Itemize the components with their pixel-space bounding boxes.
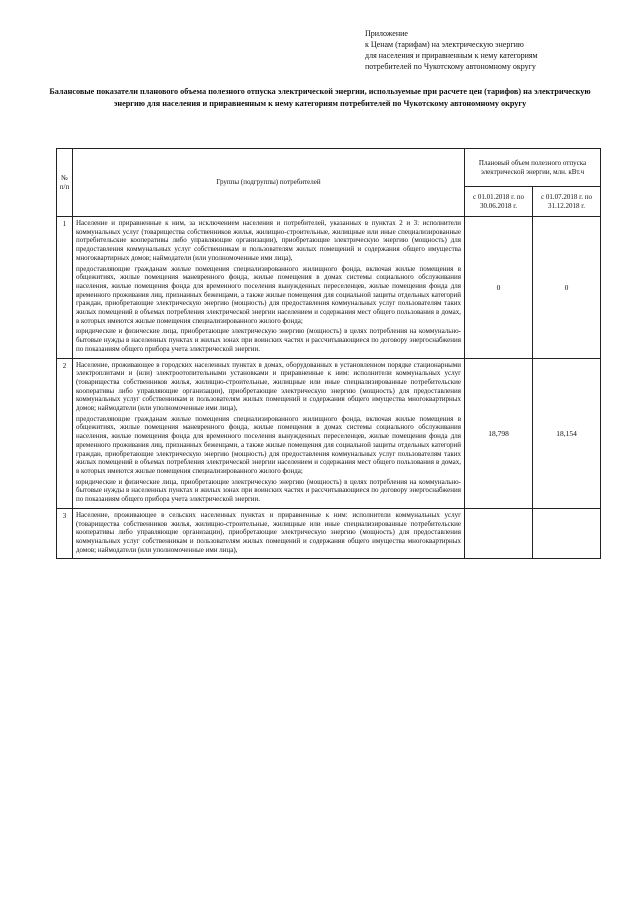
group-paragraph: предоставляющие гражданам жилые помещения специализированного жилищного фонда, включая жилые помещения в общежитиях, жилые помещения маневренного фонда, жилые помещения в домах системы социального обслуживания населения, жилые помещения фонда для временного поселения вынужденных переселенцев, жилые помещения фонда для временного проживания лиц, признанных беженцами, а также жилые помещения для социальной защиты отдельных категорий граждан, приобретающие электрическую энергию (мощность) для предоставления коммунальных услуг пользователям таких жилых помещений в объемах потребления электрической энергии населением и содержания мест общего пользования в домах, в которых имеются жилые помещения специализированного жилого фонда;	[76, 414, 461, 475]
row-groups	[73, 358, 465, 508]
table-row	[57, 358, 601, 508]
appendix-line: к Ценам (тарифам) на электрическую энергию	[365, 40, 524, 49]
row-value-period-2: 0	[533, 217, 601, 359]
appendix-line: Приложение	[365, 29, 408, 38]
header-num: № п/п	[57, 149, 73, 217]
table-row	[57, 217, 601, 359]
group-paragraph: Население, проживающее в сельских населенных пунктах и приравненные к ним: исполнители коммунальных услуг (товарищества собственников жилья, жилищно-строительные, жилищные или иные специализированные потребительские кооперативы либо управляющие организации), приобретающие электрическую энергию (мощность) для предоставления коммунальных услуг собственникам и пользователям жилых помещений и содержания общего имущества многоквартирных домов; наймодатели (или уполномоченные ими лица),	[76, 510, 461, 554]
row-value-period-2: 18,154	[533, 358, 601, 508]
appendix-note	[365, 28, 625, 72]
group-paragraph: юридические и физические лица, приобретающие электрическую энергию (мощность) в целях потребления на коммунально-бытовые нужды в населенных пунктах и жилых зонах при воинских частях и рассчитывающиеся по договору энергоснабжения по показаниям общего прибора учета электрической энергии.	[76, 477, 461, 504]
group-paragraph: Население, проживающее в городских населенных пунктах в домах, оборудованных в установленном порядке стационарными электроплитами и (или) электроотопительными установками и приравненные к ним: исполнители коммунальных услуг (товарищества собственников жилья, жилищно-строительные, жилищные или иные специализированные потребительские кооперативы либо управляющие организации), приобретающие электрическую энергию (мощность) для предоставления коммунальных услуг собственникам и пользователям жилых помещений и содержания общего имущества многоквартирных домов; наймодатели (или уполномоченные ими лица),	[76, 360, 461, 413]
header-period-2: с 01.07.2018 г. по 31.12.2018 г.	[533, 187, 601, 217]
row-groups	[73, 217, 465, 359]
row-value-period-2	[533, 508, 601, 559]
table-row	[57, 508, 601, 559]
header-period-1: с 01.01.2018 г. по 30.06.2018 г.	[465, 187, 533, 217]
consumers-table	[56, 148, 601, 559]
row-value-period-1	[465, 508, 533, 559]
row-groups	[73, 508, 465, 559]
appendix-line: для населения и приравненным к нему категориям	[365, 51, 538, 60]
row-number: 3	[57, 508, 73, 559]
header-groups: Группы (подгруппы) потребителей	[73, 149, 465, 217]
row-number: 1	[57, 217, 73, 359]
group-paragraph: Население и приравненные к ним, за исключением населения и потребителей, указанных в пунктах 2 и 3: исполнители коммунальных услуг (товарищества собственников жилья, жилищно-строительные, жилищные или иные специализированные потребительские кооперативы либо управляющие организации), приобретающие электрическую энергию (мощность) для предоставления коммунальных услуг собственникам и пользователям жилых помещений и содержания общего имущества многоквартирных домов; наймодатели (или уполномоченные ими лица),	[76, 219, 461, 262]
row-value-period-1: 18,798	[465, 358, 533, 508]
group-paragraph: юридические и физические лица, приобретающие электрическую энергию (мощность) в целях потребления на коммунально-бытовые нужды в населенных пунктах и жилых зонах при воинских частях и рассчитывающиеся по договору энергоснабжения по показаниям общего прибора учета электрической энергии.	[76, 327, 461, 353]
group-paragraph: предоставляющие гражданам жилые помещения специализированного жилищного фонда, включая жилые помещения в общежитиях, жилые помещения маневренного фонда, жилые помещения в домах системы социального обслуживания населения, жилые помещения фонда для временного поселения вынужденных переселенцев, жилые помещения фонда для временного проживания лиц, признанных беженцами, а также жилые помещения для социальной защиты отдельных категорий граждан, приобретающие электрическую энергию (мощность) для предоставления коммунальных услуг пользователям таких жилых помещений в объемах потребления электрической энергии населением и содержания мест общего пользования в домах, в которых имеются жилые помещения специализированного жилого фонда;	[76, 264, 461, 325]
appendix-line: потребителей по Чукотскому автономному округу	[365, 62, 536, 71]
row-value-period-1: 0	[465, 217, 533, 359]
row-number: 2	[57, 358, 73, 508]
header-volume: Плановый объем полезного отпуска электрической энергии, млн. кВт.ч	[465, 149, 601, 187]
document-title: Балансовые показатели планового объема полезного отпуска электрической энергии, используемые при расчете цен (тарифов) на электрическую энергию для населения и приравненным к нему категориям потребителей по Чукотскому автономному округу	[49, 87, 591, 108]
